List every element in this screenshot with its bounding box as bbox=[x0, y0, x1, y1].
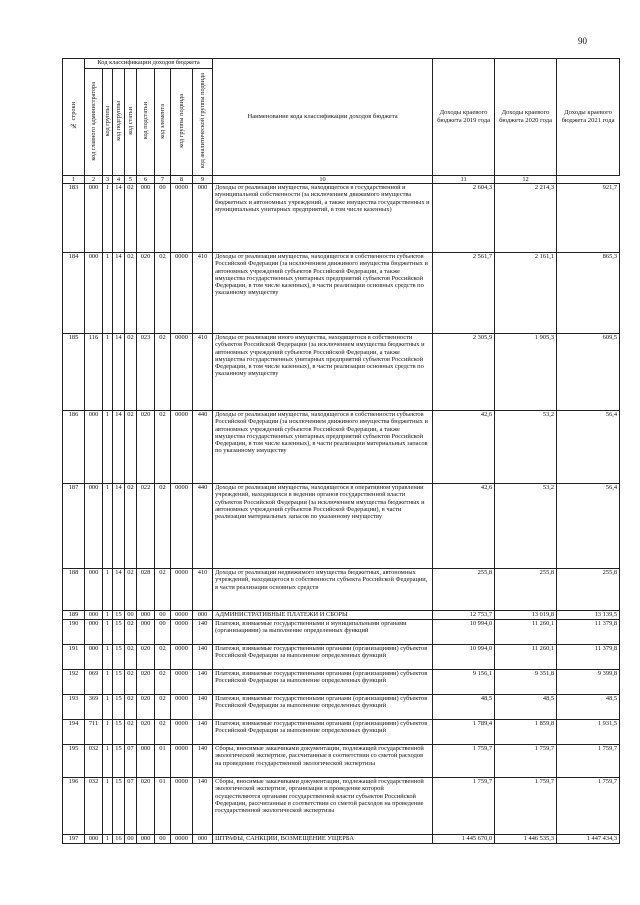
code-element: 00 bbox=[155, 611, 171, 620]
value-2021: 56,4 bbox=[557, 484, 620, 569]
value-2020: 255,8 bbox=[495, 569, 557, 611]
code-admin: 032 bbox=[85, 745, 103, 778]
code-group: 1 bbox=[103, 484, 113, 569]
row-number: 189 bbox=[63, 611, 85, 620]
value-2019: 12 753,7 bbox=[433, 611, 495, 620]
code-subtype-group: 0000 bbox=[171, 184, 193, 253]
code-analytic-group: 000 bbox=[193, 184, 213, 253]
code-element: 02 bbox=[155, 569, 171, 611]
header-code-col: код подгруппы bbox=[113, 69, 125, 176]
revenue-name: Платежи, взимаемые государственными органами (организациями) субъектов Российской Федерации за выполнение определенных функций bbox=[213, 670, 433, 695]
code-element: 01 bbox=[155, 778, 171, 835]
code-subtype-group: 0000 bbox=[171, 720, 193, 745]
code-group: 1 bbox=[103, 670, 113, 695]
table-row bbox=[63, 745, 620, 778]
row-number: 195 bbox=[63, 745, 85, 778]
code-analytic-group: 140 bbox=[193, 645, 213, 670]
code-analytic-group: 140 bbox=[193, 670, 213, 695]
row-number: 190 bbox=[63, 620, 85, 645]
row-number: 186 bbox=[63, 411, 85, 484]
code-article: 02 bbox=[125, 184, 137, 253]
column-number: 9 bbox=[193, 176, 213, 184]
code-admin: 000 bbox=[85, 835, 103, 844]
code-element: 02 bbox=[155, 253, 171, 334]
code-group: 1 bbox=[103, 184, 113, 253]
code-subgroup: 14 bbox=[113, 411, 125, 484]
code-group: 1 bbox=[103, 778, 113, 835]
code-group: 1 bbox=[103, 253, 113, 334]
code-article: 00 bbox=[125, 611, 137, 620]
code-substatya: 000 bbox=[137, 611, 155, 620]
table-row bbox=[63, 411, 620, 484]
header-code-col: код группы подвида bbox=[171, 69, 193, 176]
revenue-name: Сборы, вносимые заказчиками документации, подлежащей государственной экологической экспертизе, рассчитанные в соответствии со сметой расходов на проведение государственной экологической экспертизы bbox=[213, 745, 433, 778]
value-2019: 1 789,4 bbox=[433, 720, 495, 745]
code-analytic-group: 140 bbox=[193, 620, 213, 645]
code-substatya: 000 bbox=[137, 620, 155, 645]
value-2019: 1 759,7 bbox=[433, 778, 495, 835]
value-2019: 10 994,0 bbox=[433, 620, 495, 645]
header-code-col: код главного администратора bbox=[85, 69, 103, 176]
code-subtype-group: 0000 bbox=[171, 334, 193, 411]
code-article: 02 bbox=[125, 569, 137, 611]
code-subtype-group: 0000 bbox=[171, 253, 193, 334]
code-article: 02 bbox=[125, 334, 137, 411]
value-2021: 1 759,7 bbox=[557, 745, 620, 778]
value-2020: 53,2 bbox=[495, 411, 557, 484]
code-group: 1 bbox=[103, 835, 113, 844]
code-subtype-group: 0000 bbox=[171, 569, 193, 611]
code-substatya: 020 bbox=[137, 253, 155, 334]
code-subgroup: 15 bbox=[113, 620, 125, 645]
column-number: 10 bbox=[213, 176, 433, 184]
code-element: 00 bbox=[155, 184, 171, 253]
header-name: Наименование кода классификации доходов бюджета bbox=[213, 59, 433, 176]
code-substatya: 020 bbox=[137, 720, 155, 745]
code-substatya: 000 bbox=[137, 184, 155, 253]
code-subgroup: 15 bbox=[113, 745, 125, 778]
code-article: 02 bbox=[125, 645, 137, 670]
code-substatya: 020 bbox=[137, 645, 155, 670]
value-2020: 1 859,8 bbox=[495, 720, 557, 745]
revenue-name: Сборы, вносимые заказчиками документации, подлежащей государственной экологической экспертизе, организация и проведение которой осуществляются органами государственной власти субъектов Российской Федерации, рассчитанные в соответствии со сметой расходов на проведение государственной экологической экспертизы bbox=[213, 778, 433, 835]
value-2020: 48,5 bbox=[495, 695, 557, 720]
value-2020: 53,2 bbox=[495, 484, 557, 569]
code-analytic-group: 000 bbox=[193, 611, 213, 620]
table-row bbox=[63, 778, 620, 835]
code-element: 02 bbox=[155, 645, 171, 670]
code-admin: 069 bbox=[85, 670, 103, 695]
table-row bbox=[63, 484, 620, 569]
code-subgroup: 14 bbox=[113, 484, 125, 569]
value-2019: 9 156,1 bbox=[433, 670, 495, 695]
column-number: 7 bbox=[155, 176, 171, 184]
value-2020: 11 260,1 bbox=[495, 645, 557, 670]
code-element: 02 bbox=[155, 484, 171, 569]
revenue-name: АДМИНИСТРАТИВНЫЕ ПЛАТЕЖИ И СБОРЫ bbox=[213, 611, 433, 620]
code-subtype-group: 0000 bbox=[171, 695, 193, 720]
revenue-name: Доходы от реализации имущества, находящегося в собственности субъектов Российской Федерации (за исключением движимого имущества бюджетных и автономных учреждений субъектов Российской Федерации, а также имущества государственных унитарных предприятий субъектов Российской Федерации, в том числе казенных), в части реализации материальных запасов по указанному имуществу bbox=[213, 411, 433, 484]
code-element: 02 bbox=[155, 695, 171, 720]
code-substatya: 023 bbox=[137, 334, 155, 411]
row-number: 187 bbox=[63, 484, 85, 569]
row-number: 183 bbox=[63, 184, 85, 253]
revenue-name: Доходы от реализации имущества, находящегося в государственной и муниципальной собственности (за исключением движимого имущества бюджетных и автономных учреждений, а также имущества государственных и муниципальных унитарных предприятий, в том числе казенных) bbox=[213, 184, 433, 253]
code-admin: 000 bbox=[85, 184, 103, 253]
code-subtype-group: 0000 bbox=[171, 620, 193, 645]
code-subgroup: 14 bbox=[113, 334, 125, 411]
code-element: 00 bbox=[155, 620, 171, 645]
code-admin: 711 bbox=[85, 720, 103, 745]
header-row-no: № строки bbox=[63, 59, 85, 176]
value-2021: 56,4 bbox=[557, 411, 620, 484]
value-2020: 9 351,8 bbox=[495, 670, 557, 695]
code-analytic-group: 440 bbox=[193, 484, 213, 569]
value-2020: 1 446 535,3 bbox=[495, 835, 557, 844]
revenue-name: Платежи, взимаемые государственными органами (организациями) субъектов Российской Федерации за выполнение определенных функций bbox=[213, 720, 433, 745]
code-group: 1 bbox=[103, 411, 113, 484]
code-article: 02 bbox=[125, 620, 137, 645]
value-2020: 11 260,1 bbox=[495, 620, 557, 645]
column-number: 2 bbox=[85, 176, 103, 184]
value-2021: 865,3 bbox=[557, 253, 620, 334]
column-number: 6 bbox=[137, 176, 155, 184]
code-subtype-group: 0000 bbox=[171, 484, 193, 569]
code-article: 07 bbox=[125, 778, 137, 835]
value-2020: 2 161,1 bbox=[495, 253, 557, 334]
code-group: 1 bbox=[103, 695, 113, 720]
code-subgroup: 14 bbox=[113, 184, 125, 253]
code-group: 1 bbox=[103, 745, 113, 778]
code-substatya: 020 bbox=[137, 778, 155, 835]
code-element: 02 bbox=[155, 720, 171, 745]
code-admin: 000 bbox=[85, 411, 103, 484]
value-2021: 13 139,5 bbox=[557, 611, 620, 620]
code-subgroup: 14 bbox=[113, 569, 125, 611]
code-subgroup: 15 bbox=[113, 695, 125, 720]
value-2020: 2 214,3 bbox=[495, 184, 557, 253]
revenue-name: Платежи, взимаемые государственными органами (организациями) субъектов Российской Федерации за выполнение определенных функций bbox=[213, 695, 433, 720]
table-row bbox=[63, 569, 620, 611]
revenue-name: Платежи, взимаемые государственными органами (организациями) субъектов Российской Федерации за выполнение определенных функций bbox=[213, 645, 433, 670]
value-2020: 1 759,7 bbox=[495, 745, 557, 778]
revenue-name: Доходы от реализации имущества, находящегося в собственности субъектов Российской Федерации (за исключением движимого имущества бюджетных и автономных учреждений субъектов Российской Федерации, а также имущества государственных унитарных предприятий субъектов Российской Федерации, в том числе казенных), в части реализации основных средств по указанному имуществу bbox=[213, 253, 433, 334]
value-2020: 1 759,7 bbox=[495, 778, 557, 835]
code-article: 02 bbox=[125, 670, 137, 695]
code-article: 02 bbox=[125, 253, 137, 334]
value-2019: 1 445 670,0 bbox=[433, 835, 495, 844]
column-number: 3 bbox=[103, 176, 113, 184]
table-row bbox=[63, 720, 620, 745]
code-admin: 000 bbox=[85, 620, 103, 645]
code-analytic-group: 140 bbox=[193, 778, 213, 835]
table-row bbox=[63, 334, 620, 411]
code-subtype-group: 0000 bbox=[171, 645, 193, 670]
table-row bbox=[63, 611, 620, 620]
row-number: 196 bbox=[63, 778, 85, 835]
budget-revenue-table bbox=[62, 58, 620, 844]
code-subgroup: 15 bbox=[113, 611, 125, 620]
code-analytic-group: 410 bbox=[193, 334, 213, 411]
page-number: 90 bbox=[578, 36, 587, 46]
code-admin: 000 bbox=[85, 611, 103, 620]
code-analytic-group: 410 bbox=[193, 253, 213, 334]
value-2019: 2 561,7 bbox=[433, 253, 495, 334]
code-group: 1 bbox=[103, 620, 113, 645]
code-subtype-group: 0000 bbox=[171, 670, 193, 695]
value-2019: 2 305,9 bbox=[433, 334, 495, 411]
code-admin: 116 bbox=[85, 334, 103, 411]
table-row bbox=[63, 670, 620, 695]
column-number: 4 bbox=[113, 176, 125, 184]
code-subtype-group: 0000 bbox=[171, 411, 193, 484]
header-2021: Доходы краевого бюджета 2021 года bbox=[557, 59, 620, 176]
code-admin: 000 bbox=[85, 569, 103, 611]
revenue-name: Платежи, взимаемые государственными и муниципальными органами (организациями) за выполнение определенных функций bbox=[213, 620, 433, 645]
code-article: 02 bbox=[125, 484, 137, 569]
column-number: 12 bbox=[495, 176, 557, 184]
value-2021: 609,5 bbox=[557, 334, 620, 411]
column-number: 1 bbox=[63, 176, 85, 184]
code-subgroup: 15 bbox=[113, 645, 125, 670]
code-admin: 000 bbox=[85, 645, 103, 670]
table-body bbox=[63, 184, 620, 844]
value-2019: 48,5 bbox=[433, 695, 495, 720]
code-subgroup: 15 bbox=[113, 720, 125, 745]
column-number-row bbox=[63, 176, 620, 184]
value-2019: 42,6 bbox=[433, 411, 495, 484]
value-2021: 11 379,8 bbox=[557, 645, 620, 670]
row-number: 184 bbox=[63, 253, 85, 334]
value-2021: 1 759,7 bbox=[557, 778, 620, 835]
code-subgroup: 15 bbox=[113, 670, 125, 695]
code-analytic-group: 140 bbox=[193, 720, 213, 745]
row-number: 185 bbox=[63, 334, 85, 411]
code-article: 02 bbox=[125, 695, 137, 720]
code-subtype-group: 0000 bbox=[171, 778, 193, 835]
value-2021: 48,5 bbox=[557, 695, 620, 720]
code-admin: 369 bbox=[85, 695, 103, 720]
header-code-col: код элемента bbox=[155, 69, 171, 176]
table-row bbox=[63, 645, 620, 670]
code-group: 1 bbox=[103, 334, 113, 411]
value-2021: 1 931,5 bbox=[557, 720, 620, 745]
table-row bbox=[63, 253, 620, 334]
value-2021: 9 399,8 bbox=[557, 670, 620, 695]
row-number: 197 bbox=[63, 835, 85, 844]
code-element: 00 bbox=[155, 835, 171, 844]
column-number: 11 bbox=[433, 176, 495, 184]
column-number: 8 bbox=[171, 176, 193, 184]
code-article: 00 bbox=[125, 835, 137, 844]
code-article: 02 bbox=[125, 720, 137, 745]
value-2019: 10 994,0 bbox=[433, 645, 495, 670]
code-element: 01 bbox=[155, 745, 171, 778]
header-code-col: код подстатьи bbox=[137, 69, 155, 176]
row-number: 191 bbox=[63, 645, 85, 670]
code-subtype-group: 0000 bbox=[171, 835, 193, 844]
code-subtype-group: 0000 bbox=[171, 745, 193, 778]
value-2020: 1 905,3 bbox=[495, 334, 557, 411]
code-article: 02 bbox=[125, 411, 137, 484]
code-subtype-group: 0000 bbox=[171, 611, 193, 620]
code-analytic-group: 140 bbox=[193, 695, 213, 720]
code-article: 07 bbox=[125, 745, 137, 778]
value-2021: 1 447 434,3 bbox=[557, 835, 620, 844]
value-2019: 255,8 bbox=[433, 569, 495, 611]
code-group: 1 bbox=[103, 569, 113, 611]
code-group: 1 bbox=[103, 611, 113, 620]
code-substatya: 000 bbox=[137, 745, 155, 778]
code-analytic-group: 140 bbox=[193, 745, 213, 778]
code-analytic-group: 440 bbox=[193, 411, 213, 484]
code-substatya: 020 bbox=[137, 670, 155, 695]
code-element: 02 bbox=[155, 334, 171, 411]
column-number: 5 bbox=[125, 176, 137, 184]
value-2020: 13 019,8 bbox=[495, 611, 557, 620]
header-code-col: код статьи bbox=[125, 69, 137, 176]
code-substatya: 020 bbox=[137, 695, 155, 720]
code-subgroup: 15 bbox=[113, 778, 125, 835]
code-analytic-group: 410 bbox=[193, 569, 213, 611]
code-substatya: 028 bbox=[137, 569, 155, 611]
row-number: 193 bbox=[63, 695, 85, 720]
row-number: 192 bbox=[63, 670, 85, 695]
code-substatya: 022 bbox=[137, 484, 155, 569]
code-substatya: 000 bbox=[137, 835, 155, 844]
revenue-name: Доходы от реализации иного имущества, находящегося в собственности субъектов Российской Федерации (за исключением имущества бюджетных и автономных учреждений субъектов Российской Федерации, а также имущества государственных унитарных предприятий субъектов Российской Федерации, в том числе казенных), в части реализации основных средств по указанному имуществу bbox=[213, 334, 433, 411]
header-2020: Доходы краевого бюджета 2020 года bbox=[495, 59, 557, 176]
row-number: 188 bbox=[63, 569, 85, 611]
code-admin: 000 bbox=[85, 484, 103, 569]
header-code-col: код аналитической группы подвида bbox=[193, 69, 213, 176]
code-group: 1 bbox=[103, 720, 113, 745]
code-group: 1 bbox=[103, 645, 113, 670]
code-subgroup: 16 bbox=[113, 835, 125, 844]
table-row bbox=[63, 184, 620, 253]
code-admin: 000 bbox=[85, 253, 103, 334]
value-2021: 255,8 bbox=[557, 569, 620, 611]
value-2019: 1 759,7 bbox=[433, 745, 495, 778]
row-number: 194 bbox=[63, 720, 85, 745]
revenue-name: Доходы от реализации имущества, находящегося в оперативном управлении учреждений, находящихся в ведении органов государственной власти субъектов Российской Федерации (за исключением имущества бюджетных и автономных учреждений субъектов Российской Федерации), в части реализации материальных запасов по указанному имуществу bbox=[213, 484, 433, 569]
code-element: 02 bbox=[155, 670, 171, 695]
table-row bbox=[63, 695, 620, 720]
code-element: 02 bbox=[155, 411, 171, 484]
header-2019: Доходы краевого бюджета 2019 года bbox=[433, 59, 495, 176]
table-row bbox=[63, 835, 620, 844]
code-admin: 032 bbox=[85, 778, 103, 835]
header-code-group: Код классификации доходов бюджета bbox=[85, 59, 213, 69]
value-2019: 42,6 bbox=[433, 484, 495, 569]
code-substatya: 020 bbox=[137, 411, 155, 484]
code-analytic-group: 000 bbox=[193, 835, 213, 844]
value-2021: 11 379,8 bbox=[557, 620, 620, 645]
header-code-col: код группы bbox=[103, 69, 113, 176]
value-2019: 2 604,3 bbox=[433, 184, 495, 253]
table-row bbox=[63, 620, 620, 645]
revenue-name: Доходы от реализации недвижимого имущества бюджетных, автономных учреждений, находящегося в собственности субъекта Российской Федерации, в части реализации основных средств bbox=[213, 569, 433, 611]
code-subgroup: 14 bbox=[113, 253, 125, 334]
value-2021: 921,7 bbox=[557, 184, 620, 253]
revenue-name: ШТРАФЫ, САНКЦИИ, ВОЗМЕЩЕНИЕ УЩЕРБА bbox=[213, 835, 433, 844]
